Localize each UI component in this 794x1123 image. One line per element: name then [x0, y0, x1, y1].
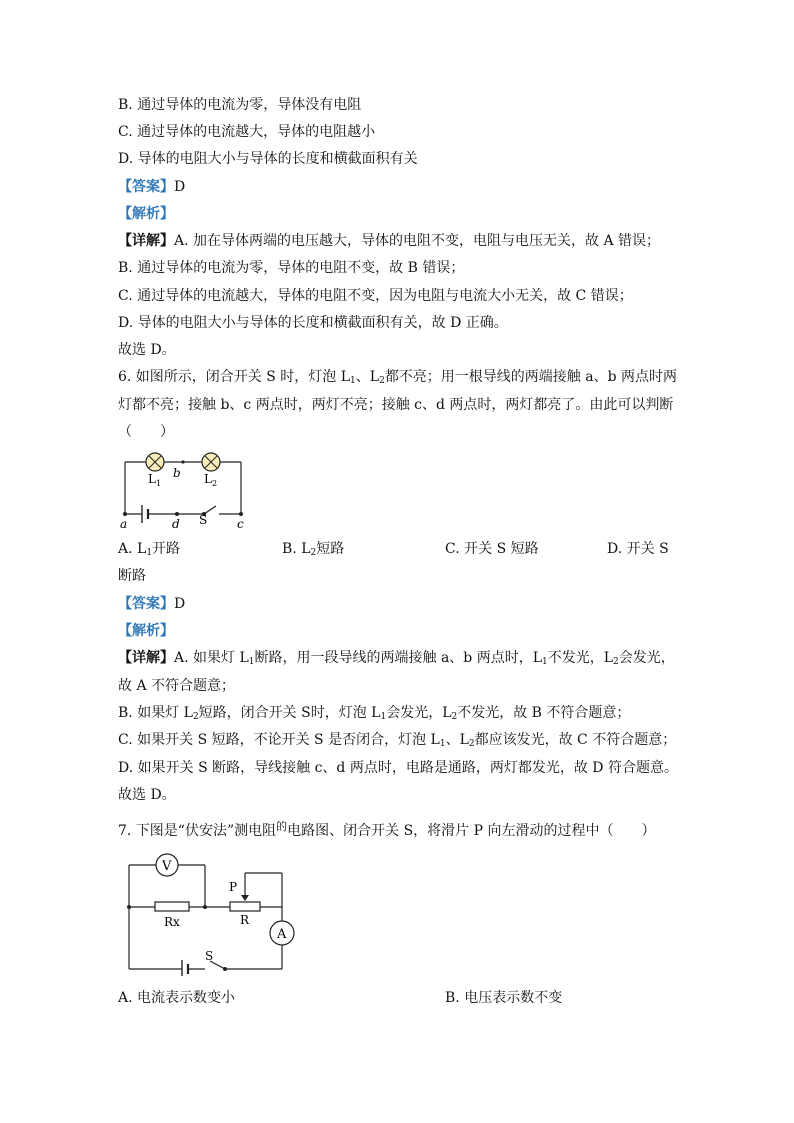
q6-stem-part: 、L — [355, 369, 380, 385]
q7-option-b: B. 电压表示数不变 — [445, 990, 563, 1006]
subscript: 2 — [310, 548, 317, 558]
prev-detail-a — [118, 231, 660, 251]
q6-detail-a-cont: 故 A 不符合题意； — [118, 678, 236, 694]
q6-option-a — [118, 539, 180, 559]
q7-stem — [118, 817, 656, 841]
detail-tag: 【详解】 — [118, 233, 174, 249]
label-r: R — [240, 913, 250, 927]
prev-option-b: B. 通过导体的电流为零，导体没有电阻 — [118, 97, 362, 113]
label-l2: $L_2$ — [204, 472, 218, 488]
opt-text: 短路 — [316, 541, 345, 557]
prev-analysis-tag: 【解析】 — [118, 206, 174, 222]
subscript: 1 — [439, 739, 446, 749]
subscript: 1 — [146, 548, 153, 558]
q6-detail-b — [118, 703, 630, 723]
answer-value: D — [174, 596, 186, 612]
label-p: P — [229, 880, 238, 894]
subscript: 2 — [451, 712, 458, 722]
q6-detail-a — [118, 648, 675, 668]
detail-text: B. 如果灯 L — [118, 705, 193, 721]
q6-option-b — [282, 539, 344, 559]
resistor-rx — [155, 902, 189, 911]
detail-text: 不发光，L — [547, 650, 614, 666]
subscript: 1 — [350, 376, 356, 386]
detail-a-text: A. 加在导体两端的电压越大，导体的电阻不变，电阻与电压无关，故 A 错误； — [174, 233, 661, 249]
label-b: b — [173, 466, 181, 480]
battery-icon — [182, 960, 188, 976]
subscript: 1 — [542, 657, 548, 667]
q6-conclusion: 故选 D。 — [118, 787, 176, 803]
subscript: 1 — [380, 712, 387, 722]
label-d: d — [172, 517, 180, 531]
prev-conclusion: 故选 D。 — [118, 342, 176, 358]
q7-option-a: A. 电流表示数变小 — [118, 990, 236, 1006]
q7-circuit-diagram — [122, 848, 302, 976]
battery-icon — [142, 505, 148, 523]
answer-tag: 【答案】 — [118, 596, 174, 612]
detail-text: 会发光，L — [386, 705, 452, 721]
detail-text: 都应该发光，故 C 不符合题意； — [474, 732, 677, 748]
subscript: 2 — [613, 657, 619, 667]
q6-analysis-tag: 【解析】 — [118, 623, 174, 639]
label-s: S — [199, 513, 208, 527]
detail-text: 断路，用一段导线的两端接触 a、b 两点时，L — [254, 650, 543, 666]
prev-detail-b: B. 通过导体的电流为零，导体的电阻不变，故 B 错误； — [118, 260, 465, 276]
prev-option-d: D. 导体的电阻大小与导体的长度和横截面积有关 — [118, 151, 418, 167]
q7-stem-part: 电路图、闭合开关 S，将滑片 P 向左滑动的过程中（ ） — [287, 823, 656, 839]
q6-circuit-diagram — [116, 448, 256, 534]
ammeter-label: A — [277, 927, 287, 942]
detail-text: C. 如果开关 S 短路，不论开关 S 是否闭合，灯泡 L — [118, 732, 440, 748]
answer-value: D — [174, 179, 186, 195]
detail-text: 、L — [445, 732, 469, 748]
q6-detail-d: D. 如果开关 S 断路，导线接触 c、d 两点时，电路是通路，两灯都发光，故 D 符合题意。 — [118, 760, 678, 776]
q6-option-c: C. 开关 S 短路 — [445, 541, 539, 557]
prev-detail-c: C. 通过导体的电流越大，导体的电阻不变，因为电阻与电流大小无关，故 C 错误； — [118, 288, 633, 304]
q6-stem-line1 — [118, 367, 677, 387]
detail-text: A. 如果灯 L — [174, 650, 249, 666]
slider-arrow-icon — [241, 895, 249, 901]
voltmeter-label: V — [162, 859, 172, 874]
prev-option-c: C. 通过导体的电流越大，导体的电阻越小 — [118, 124, 376, 140]
prev-answer — [118, 177, 185, 197]
opt-text: 开路 — [152, 541, 181, 557]
label-a: a — [120, 517, 128, 531]
bulb-l1-icon — [146, 453, 164, 471]
rheostat-r — [230, 902, 260, 911]
prev-detail-d: D. 导体的电阻大小与导体的长度和横截面积有关，故 D 正确。 — [118, 315, 508, 331]
label-rx: Rx — [164, 915, 180, 929]
q6-option-d-cont: 断路 — [118, 568, 146, 584]
subscript: 2 — [379, 376, 385, 386]
detail-text: 不发光，故 B 不符合题意； — [457, 705, 631, 721]
subscript: 2 — [192, 712, 199, 722]
label-c: c — [237, 517, 244, 531]
q7-stem-part: 的 — [276, 820, 288, 833]
bulb-l2-icon — [202, 453, 220, 471]
opt-text: B. L — [282, 541, 311, 557]
opt-text: A. L — [118, 541, 147, 557]
subscript: 2 — [468, 739, 475, 749]
q7-stem-part: 7. 下图是“伏安法”测电阻 — [118, 823, 277, 839]
subscript: 1 — [248, 657, 255, 667]
q6-option-d: D. 开关 S — [607, 541, 669, 557]
q6-answer — [118, 594, 185, 614]
answer-tag: 【答案】 — [118, 179, 174, 195]
detail-text: 短路，闭合开关 S时，灯泡 L — [198, 705, 381, 721]
label-l1: $L_1$ — [148, 472, 162, 488]
q6-stem-line3: （ ） — [118, 424, 174, 440]
detail-text: 会发光， — [618, 650, 675, 666]
q6-stem-line2: 灯都不亮；接触 b、c 两点时，两灯不亮；接触 c、d 两点时，两灯都亮了。由此可以判断 — [118, 397, 674, 413]
q6-stem-part: 都不亮；用一根导线的两端接触 a、b 两点时两 — [384, 369, 678, 385]
label-s: S — [205, 949, 214, 963]
detail-tag: 【详解】 — [118, 650, 174, 666]
q6-detail-c — [118, 730, 676, 750]
q6-stem-part: 6. 如图所示，闭合开关 S 时，灯泡 L — [118, 369, 351, 385]
